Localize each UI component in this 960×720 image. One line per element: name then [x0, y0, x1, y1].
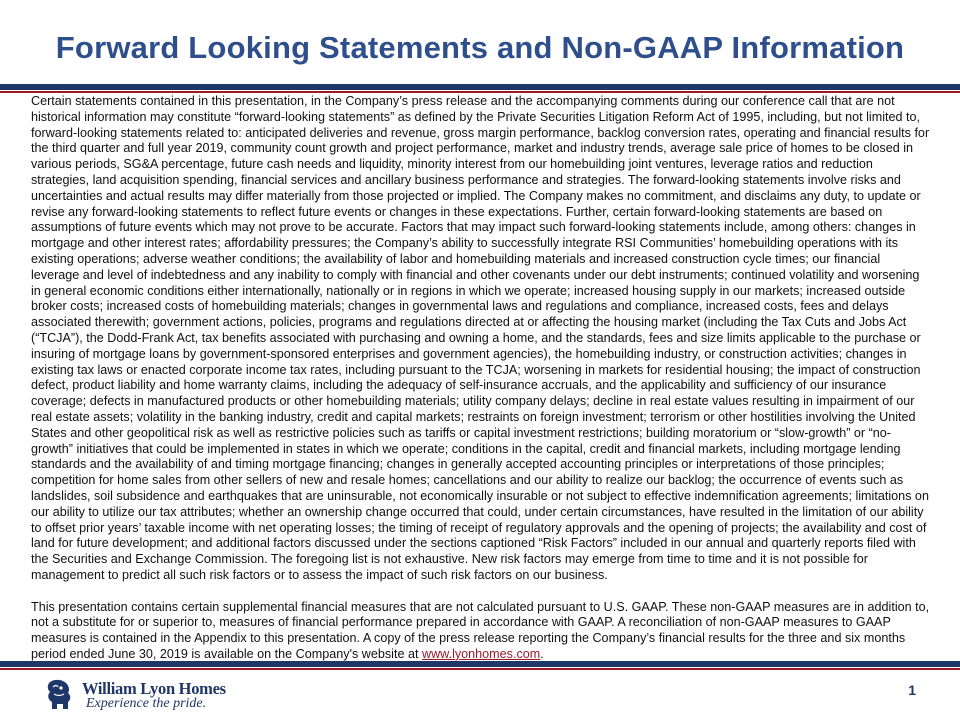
non-gaap-end: . [540, 646, 544, 661]
page-number: 1 [908, 682, 916, 698]
header-divider [0, 84, 960, 90]
footer-divider-accent [0, 668, 960, 670]
logo-tagline: Experience the pride. [86, 696, 207, 711]
company-logo [44, 678, 244, 714]
disclaimer-body [31, 94, 931, 678]
non-gaap-paragraph [31, 600, 931, 663]
lion-emblem-icon [44, 678, 74, 712]
forward-looking-paragraph: Certain statements contained in this presentation, in the Company’s press release and the accompanying comments during our conference call that are not historical information may constitute “forward-looking statements” as defined by the Private Securities Litigation Reform Act of 1995, including, but not limited to, forward-looking statements related to: anticipated deliveries and revenue, gross margin performance, backlog conversion rates, operating and financial results for the third quarter and full year 2019, community count growth and project performance, market and industry trends, average sale price of homes to be closed in various periods, SG&A percentage, future cash needs and liquidity, minority interest from our homebuilding joint ventures, leverage ratios and reduction strategies, land acquisition spending, financial services and ancillary business performance and strategies. The forward-looking statements involve risks and uncertainties and actual results may differ materially from those projected or implied. The Company makes no commitment, and disclaims any duty, to update or revise any forward-looking statements to reflect future events or changes in these expectations. Further, certain forward-looking statements are based on assumptions of future events which may not prove to be accurate. Factors that may impact such forward-looking statements include, among others: changes in mortgage and other interest rates; affordability pressures; the Company’s ability to successfully integrate RSI Communities’ homebuilding operations with its existing operations; adverse weather conditions; the availability of labor and homebuilding materials and increased construction cycle times; our financial leverage and level of indebtedness and any inability to comply with financial and other covenants under our debt instruments; continued volatility and worsening in general economic conditions either internationally, nationally or in regions in which we operate; increased housing supply in our markets; increased outside broker costs; increased costs of homebuilding materials; changes in governmental laws and regulations and compliance, increased costs, fees and delays associated therewith; government actions, policies, programs and regulations directed at or affecting the housing market (including the Tax Cuts and Jobs Act (“TCJA”), the Dodd-Frank Act, tax benefits associated with purchasing and owning a home, and the standards, fees and size limits applicable to the purchase or insuring of mortgage loans by government-sponsored enterprises and government agencies), the homebuilding industry, or construction activities; changes in existing tax laws or enacted corporate income tax rates, including pursuant to the TCJA; worsening in markets for residential housing; the impact of construction defect, product liability and home warranty claims, including the adequacy of self-insurance accruals, and the applicability and sufficiency of our insurance coverage; defects in manufactured products or other homebuilding materials; utility company delays; decline in real estate values resulting in impairment of our real estate assets; volatility in the banking industry, credit and capital markets; restraints on foreign investment; terrorism or other hostilities involving the United States and other geopolitical risk as well as restrictive policies such as tariffs or capital investment restrictions; building moratorium or “slow-growth” or “no-growth” initiatives that could be implemented in states in which we operate; conditions in the capital, credit and financial markets, including mortgage lending standards and the availability of and timing mortgage financing; changes in generally accepted accounting principles or interpretations of those principles; competition for home sales from other sellers of new and resale homes; cancellations and our ability to realize our backlog; the occurrence of events such as landslides, soil subsidence and earthquakes that are uninsurable, not economically insurable or not subject to effective indemnification agreements; limitations on our ability to utilize our tax attributes; whether an ownership change occurred that could, under certain circumstances, have resulted in the limitation of our ability to offset prior years’ taxable income with net operating losses; the timing of receipt of regulatory approvals and the opening of projects; the availability and cost of land for future development; and additional factors discussed under the sections captioned “Risk Factors” included in our annual and quarterly reports filed with the Securities and Exchange Commission. The foregoing list is not exhaustive. New risk factors may emerge from time to time and it is not possible for management to predict all such risk factors or to assess the impact of such risk factors on our business. [31, 94, 930, 582]
footer-divider [0, 661, 960, 667]
header-divider-accent [0, 91, 960, 93]
slide-title: Forward Looking Statements and Non-GAAP Information [55, 30, 905, 65]
logo-company-name: William Lyon Homes [82, 679, 226, 698]
company-website-link[interactable]: www.lyonhomes.com [421, 646, 541, 661]
non-gaap-text: This presentation contains certain supplemental financial measures that are not calculated pursuant to U.S. GAAP. These non-GAAP measures are in addition to, not a substitute for or superior to, measures of financial performance prepared in accordance with GAAP. A reconciliation of non-GAAP measures to GAAP measures is contained in the Appendix to this presentation. A copy of the press release reporting the Company’s financial results for the three and six months period ended June 30, 2019 is available on the Company's website at [31, 599, 930, 661]
